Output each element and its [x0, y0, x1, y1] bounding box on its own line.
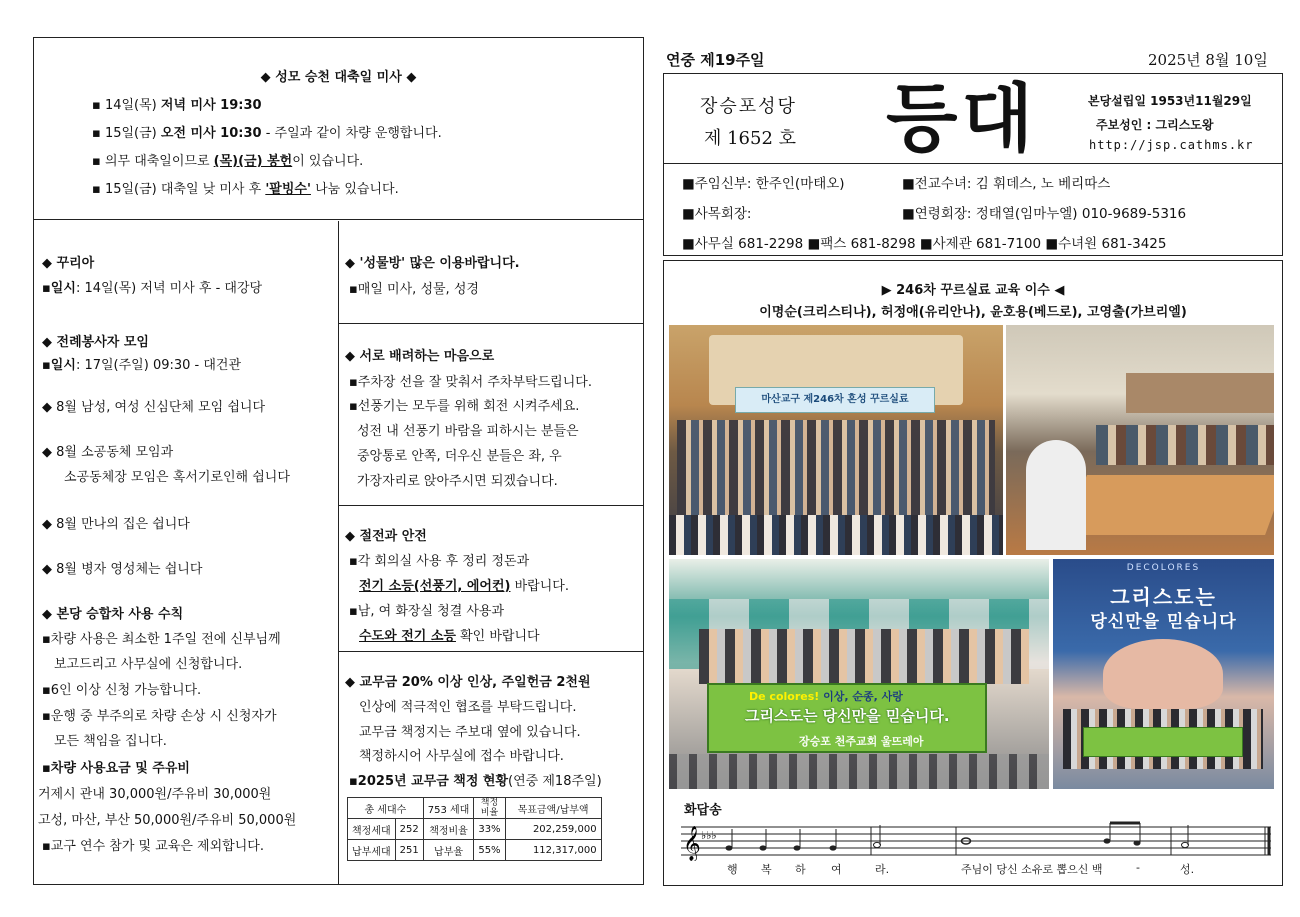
van-fee-title: ▪차량 사용요금 및 주유비 [42, 761, 190, 776]
van-rule-3b: 모든 책임을 집니다. [54, 734, 167, 749]
divider [339, 651, 643, 652]
issue-date: 2025년 8월 10일 [1148, 51, 1268, 69]
cursillo-title: ▶ 246차 꾸르실료 교육 이수 ◀ [881, 283, 1065, 298]
cursillo-photo-section [663, 260, 1283, 886]
cursillo-poster-photo [1053, 559, 1274, 789]
parish-name: 장승포성당 [700, 96, 797, 117]
lyric: - [1136, 861, 1140, 874]
lyric: 하 [795, 863, 806, 876]
budget-line-3: 책정하시어 사무실에 접수 바랍니다. [359, 749, 564, 764]
budget-status: ▪2025년 교무금 책정 현황(연중 제18주일) [349, 774, 602, 789]
table-cell: 책정세대 [348, 819, 396, 840]
patron-saint: 주보성인 : 그리스도왕 [1096, 118, 1214, 132]
van-rule-3: ▪운행 중 부주의로 차량 손상 시 신청자가 [42, 709, 277, 724]
table-cell: 33% [474, 819, 505, 840]
budget-line-1: 인상에 적극적인 협조를 부탁드립니다. [359, 700, 577, 715]
outdoor-group-photo [669, 559, 1049, 789]
table-cell: 목표금액/납부액 [505, 798, 601, 819]
bulletin-title: 등대 [886, 76, 1037, 162]
care-title: ◆ 서로 배려하는 마음으로 [345, 349, 495, 364]
assumption-mass-notice [34, 38, 643, 220]
budget-line-2: 교무금 책정지는 주보대 옆에 있습니다. [359, 725, 581, 740]
budget-title: ◆ 교무금 20% 이상 인상, 주일헌금 2천원 [345, 675, 591, 690]
contact-numbers: ■사무실 681-2298 ■팩스 681-8298 ■사제관 681-7100 ■수녀원 681-3425 [682, 236, 1167, 252]
mission-nuns: ■전교수녀: 김 휘데스, 노 베리따스 [902, 176, 1111, 192]
poster-text-2: 당신만을 믿습니다 [1090, 612, 1237, 632]
table-cell: 55% [474, 840, 505, 861]
group-meeting-notice: ◆ 8월 남성, 여성 신심단체 모임 쉽니다 [42, 400, 266, 415]
care-line-2: ▪선풍기는 모두를 위해 회전 시켜주세요. [349, 399, 580, 414]
music-staff [681, 821, 1271, 861]
budget-table [347, 797, 602, 861]
classroom-photo [1006, 325, 1274, 555]
announcement-column-right [339, 221, 643, 885]
poster-text-1: 그리스도는 [1110, 585, 1217, 609]
care-line-4: 중앙통로 안쪽, 더우신 분들은 좌, 우 [357, 449, 562, 464]
lyric: 행 [727, 863, 738, 876]
care-line-5: 가장자리로 앉아주시면 되겠습니다. [357, 474, 558, 489]
van-fee-exception: ▪교구 연수 참가 및 교육은 제외합니다. [42, 839, 264, 854]
founding-date: 본당설립일 1953년11월29일 [1088, 94, 1252, 108]
sick-communion-notice: ◆ 8월 병자 영성체는 쉽니다 [42, 562, 203, 577]
curia-time: ▪일시: 14일(목) 저녁 미사 후 - 대강당 [42, 281, 263, 296]
council-president: ■사목회장: [682, 206, 752, 222]
green-banner: De colores! 이상, 순종, 사랑 그리스도는 당신만을 믿습니다. 장승포 천주교회 울뜨레아 [707, 683, 987, 753]
issue-number: 제 1652 호 [704, 128, 797, 149]
lyric: 주님이 당신 소유로 뽑으신 백 [961, 863, 1103, 876]
assumption-title: ◆ 성모 승천 대축일 미사 ◆ [260, 70, 417, 85]
curia-title: ◆ 꾸리아 [42, 256, 95, 271]
liturgy-title: ◆ 전례봉사자 모임 [42, 335, 149, 350]
safety-line-1: ▪각 회의실 사용 후 정리 정돈과 [349, 554, 530, 569]
poster-header: DECOLORES [1126, 563, 1201, 573]
table-cell: 112,317,000 [505, 840, 601, 861]
van-fee-local: 거제시 관내 30,000원/주유비 30,000원 [38, 787, 272, 802]
table-cell: 251 [395, 840, 423, 861]
community-notice-2: 소공동체장 모임은 혹서기로인해 쉽니다 [64, 470, 290, 485]
store-text: ▪매일 미사, 성물, 성경 [349, 282, 479, 297]
store-title: ◆ '성물방' 많은 이용바랍니다. [345, 256, 520, 271]
van-rule-2: ▪6인 이상 신청 가능합니다. [42, 683, 202, 698]
notice-line-4: ▪ 15일(금) 대축일 낮 미사 후 '팥빙수' 나눔 있습니다. [92, 182, 399, 197]
lyric: 복 [761, 863, 772, 876]
table-cell: 납부율 [423, 840, 474, 861]
safety-title: ◆ 절전과 안전 [345, 529, 427, 544]
hall-banner: 마산교구 제246차 혼성 꾸르실료 [735, 387, 935, 413]
table-cell: 책정비율 [423, 819, 474, 840]
treble-clef-icon: 𝄞 [683, 826, 701, 861]
table-cell: 책정비율 [474, 798, 505, 819]
community-notice-1: ◆ 8월 소공동체 모임과 [42, 445, 174, 460]
table-cell: 납부세대 [348, 840, 396, 861]
liturgy-time: ▪일시: 17일(주일) 09:30 - 대건관 [42, 358, 242, 373]
table-cell: 753 세대 [423, 798, 474, 819]
cursillo-graduates: 이명순(크리스티나), 허정애(유리안나), 윤호용(베드로), 고영출(가브리엘) [759, 305, 1187, 320]
van-fee-outside: 고성, 마산, 부산 50,000원/주유비 50,000원 [38, 813, 297, 828]
parish-url: http://jsp.cathms.kr [1089, 138, 1254, 152]
pastor: ■주임신부: 한주인(마태오) [682, 176, 845, 192]
announcement-column-left [34, 221, 339, 885]
divider [339, 323, 643, 324]
staff-directory [663, 164, 1283, 256]
divider [339, 505, 643, 506]
notice-line-1: ▪ 14일(목) 저녁 미사 19:30 [92, 98, 262, 113]
table-cell: 252 [395, 819, 423, 840]
van-rule-1b: 보고드리고 사무실에 신청합니다. [54, 657, 243, 672]
table-row [348, 798, 602, 819]
table-cell: 총 세대수 [348, 798, 424, 819]
safety-line-4: 수도와 전기 소등 확인 바랍니다 [359, 629, 540, 644]
funeral-assoc-president: ■연령회장: 정태열(임마누엘) 010-9689-5316 [902, 206, 1187, 222]
masthead [663, 73, 1283, 164]
responsorial-psalm-title: 화답송 [684, 803, 722, 818]
table-cell: 202,259,000 [505, 819, 601, 840]
van-rules-title: ◆ 본당 승합차 사용 수칙 [42, 607, 184, 622]
care-line-1: ▪주차장 선을 잘 맞춰서 주차부탁드립니다. [349, 375, 592, 390]
care-line-3: 성전 내 선풍기 바람을 피하시는 분들은 [357, 424, 579, 439]
notice-line-3: ▪ 의무 대축일이므로 (목)(금) 봉헌이 있습니다. [92, 154, 364, 169]
table-row [348, 819, 602, 840]
left-panel [33, 37, 644, 885]
safety-line-3: ▪남, 여 화장실 청결 사용과 [349, 604, 505, 619]
table-row [348, 840, 602, 861]
lyric: 라. [875, 863, 890, 876]
manna-notice: ◆ 8월 만나의 집은 쉽니다 [42, 517, 190, 532]
van-rule-1: ▪차량 사용은 최소한 1주일 전에 신부님께 [42, 632, 281, 647]
lyric: 여 [831, 863, 842, 876]
safety-line-2: 전기 소등(선풍기, 에어컨) 바랍니다. [359, 579, 569, 594]
notice-line-2: ▪ 15일(금) 오전 미사 10:30 - 주일과 같이 차량 운행합니다. [92, 126, 442, 141]
svg-text:♭♭♭: ♭♭♭ [701, 829, 717, 842]
group-photo-hall [669, 325, 1003, 555]
liturgical-week: 연중 제19주일 [666, 51, 765, 69]
lyric: 성. [1180, 863, 1195, 876]
